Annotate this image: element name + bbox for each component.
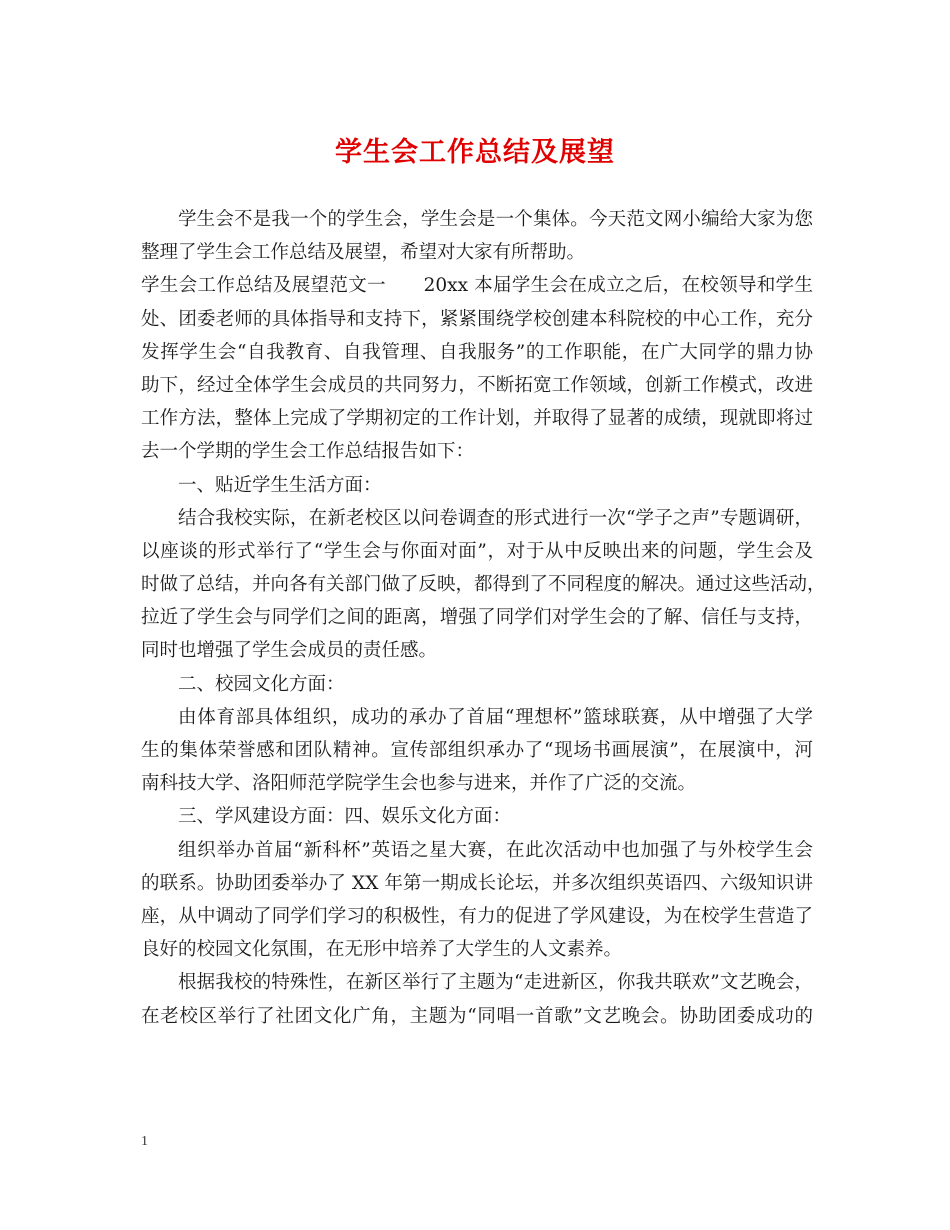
text-line: 发挥学生会“自我教育、自我管理、自我服务”的工作职能，在广大同学的鼎力协 bbox=[141, 341, 813, 363]
document-title: 学生会工作总结及展望 bbox=[335, 137, 615, 168]
text-line: 学生会不是我一个的学生会，学生会是一个集体。今天范文网小编给大家为您 bbox=[178, 209, 813, 230]
text-line: 拉近了学生会与同学们之间的距离，增强了同学们对学生会的了解、信任与支持， bbox=[141, 607, 813, 629]
text-line: 学生会工作总结及展望范文一 20xx 本届学生会在成立之后，在校领导和学生 bbox=[141, 275, 813, 297]
text-line: 工作方法，整体上完成了学期初定的工作计划，并取得了显著的成绩，现就即将过 bbox=[141, 408, 813, 430]
text-line: 座，从中调动了同学们学习的积极性，有力的促进了学风建设，为在校学生营造了 bbox=[141, 905, 813, 927]
text-line: 处、团委老师的具体指导和支持下，紧紧围绕学校创建本科院校的中心工作，充分 bbox=[141, 308, 813, 330]
text-line: 良好的校园文化氛围，在无形中培养了大学生的人文素养。 bbox=[141, 939, 623, 961]
text-line: 在老校区举行了社团文化广角，主题为“同唱一首歌”文艺晚会。协助团委成功的 bbox=[141, 1005, 813, 1027]
text-line: 二、校园文化方面： bbox=[178, 673, 345, 695]
text-line: 三、学风建设方面：四、娱乐文化方面： bbox=[178, 806, 512, 828]
text-line: 助下，经过全体学生会成员的共同努力，不断拓宽工作领域，创新工作模式，改进 bbox=[141, 374, 813, 396]
text-line: 根据我校的特殊性，在新区举行了主题为“走进新区，你我共联欢”文艺晚会， bbox=[178, 972, 813, 994]
text-line: 的联系。协助团委举办了 XX 年第一期成长论坛，并多次组织英语四、六级知识讲 bbox=[141, 872, 813, 894]
text-line: 结合我校实际，在新老校区以问卷调查的形式进行一次“学子之声”专题调研， bbox=[178, 507, 813, 529]
text-line: 生的集体荣誉感和团队精神。宣传部组织承办了“现场书画展演”，在展演中，河 bbox=[141, 740, 813, 761]
text-line: 去一个学期的学生会工作总结报告如下： bbox=[141, 441, 475, 463]
text-line: 时做了总结，并向各有关部门做了反映，都得到了不同程度的解决。通过这些活动， bbox=[141, 574, 826, 596]
text-line: 南科技大学、洛阳师范学院学生会也参与进来，并作了广泛的交流。 bbox=[141, 773, 697, 795]
text-line: 整理了学生会工作总结及展望，希望对大家有所帮助。 bbox=[141, 242, 586, 264]
document-body bbox=[141, 203, 826, 1033]
page-number: 1 bbox=[141, 1134, 148, 1149]
text-line: 组织举办首届“新科杯”英语之星大赛，在此次活动中也加强了与外校学生会 bbox=[178, 839, 813, 861]
text-line: 由体育部具体组织，成功的承办了首届“理想杯”篮球联赛，从中增强了大学 bbox=[178, 706, 813, 728]
text-line: 一、贴近学生生活方面： bbox=[178, 474, 382, 496]
text-line: 同时也增强了学生会成员的责任感。 bbox=[141, 640, 438, 662]
text-line: 以座谈的形式举行了“学生会与你面对面”，对于从中反映出来的问题，学生会及 bbox=[141, 540, 813, 562]
